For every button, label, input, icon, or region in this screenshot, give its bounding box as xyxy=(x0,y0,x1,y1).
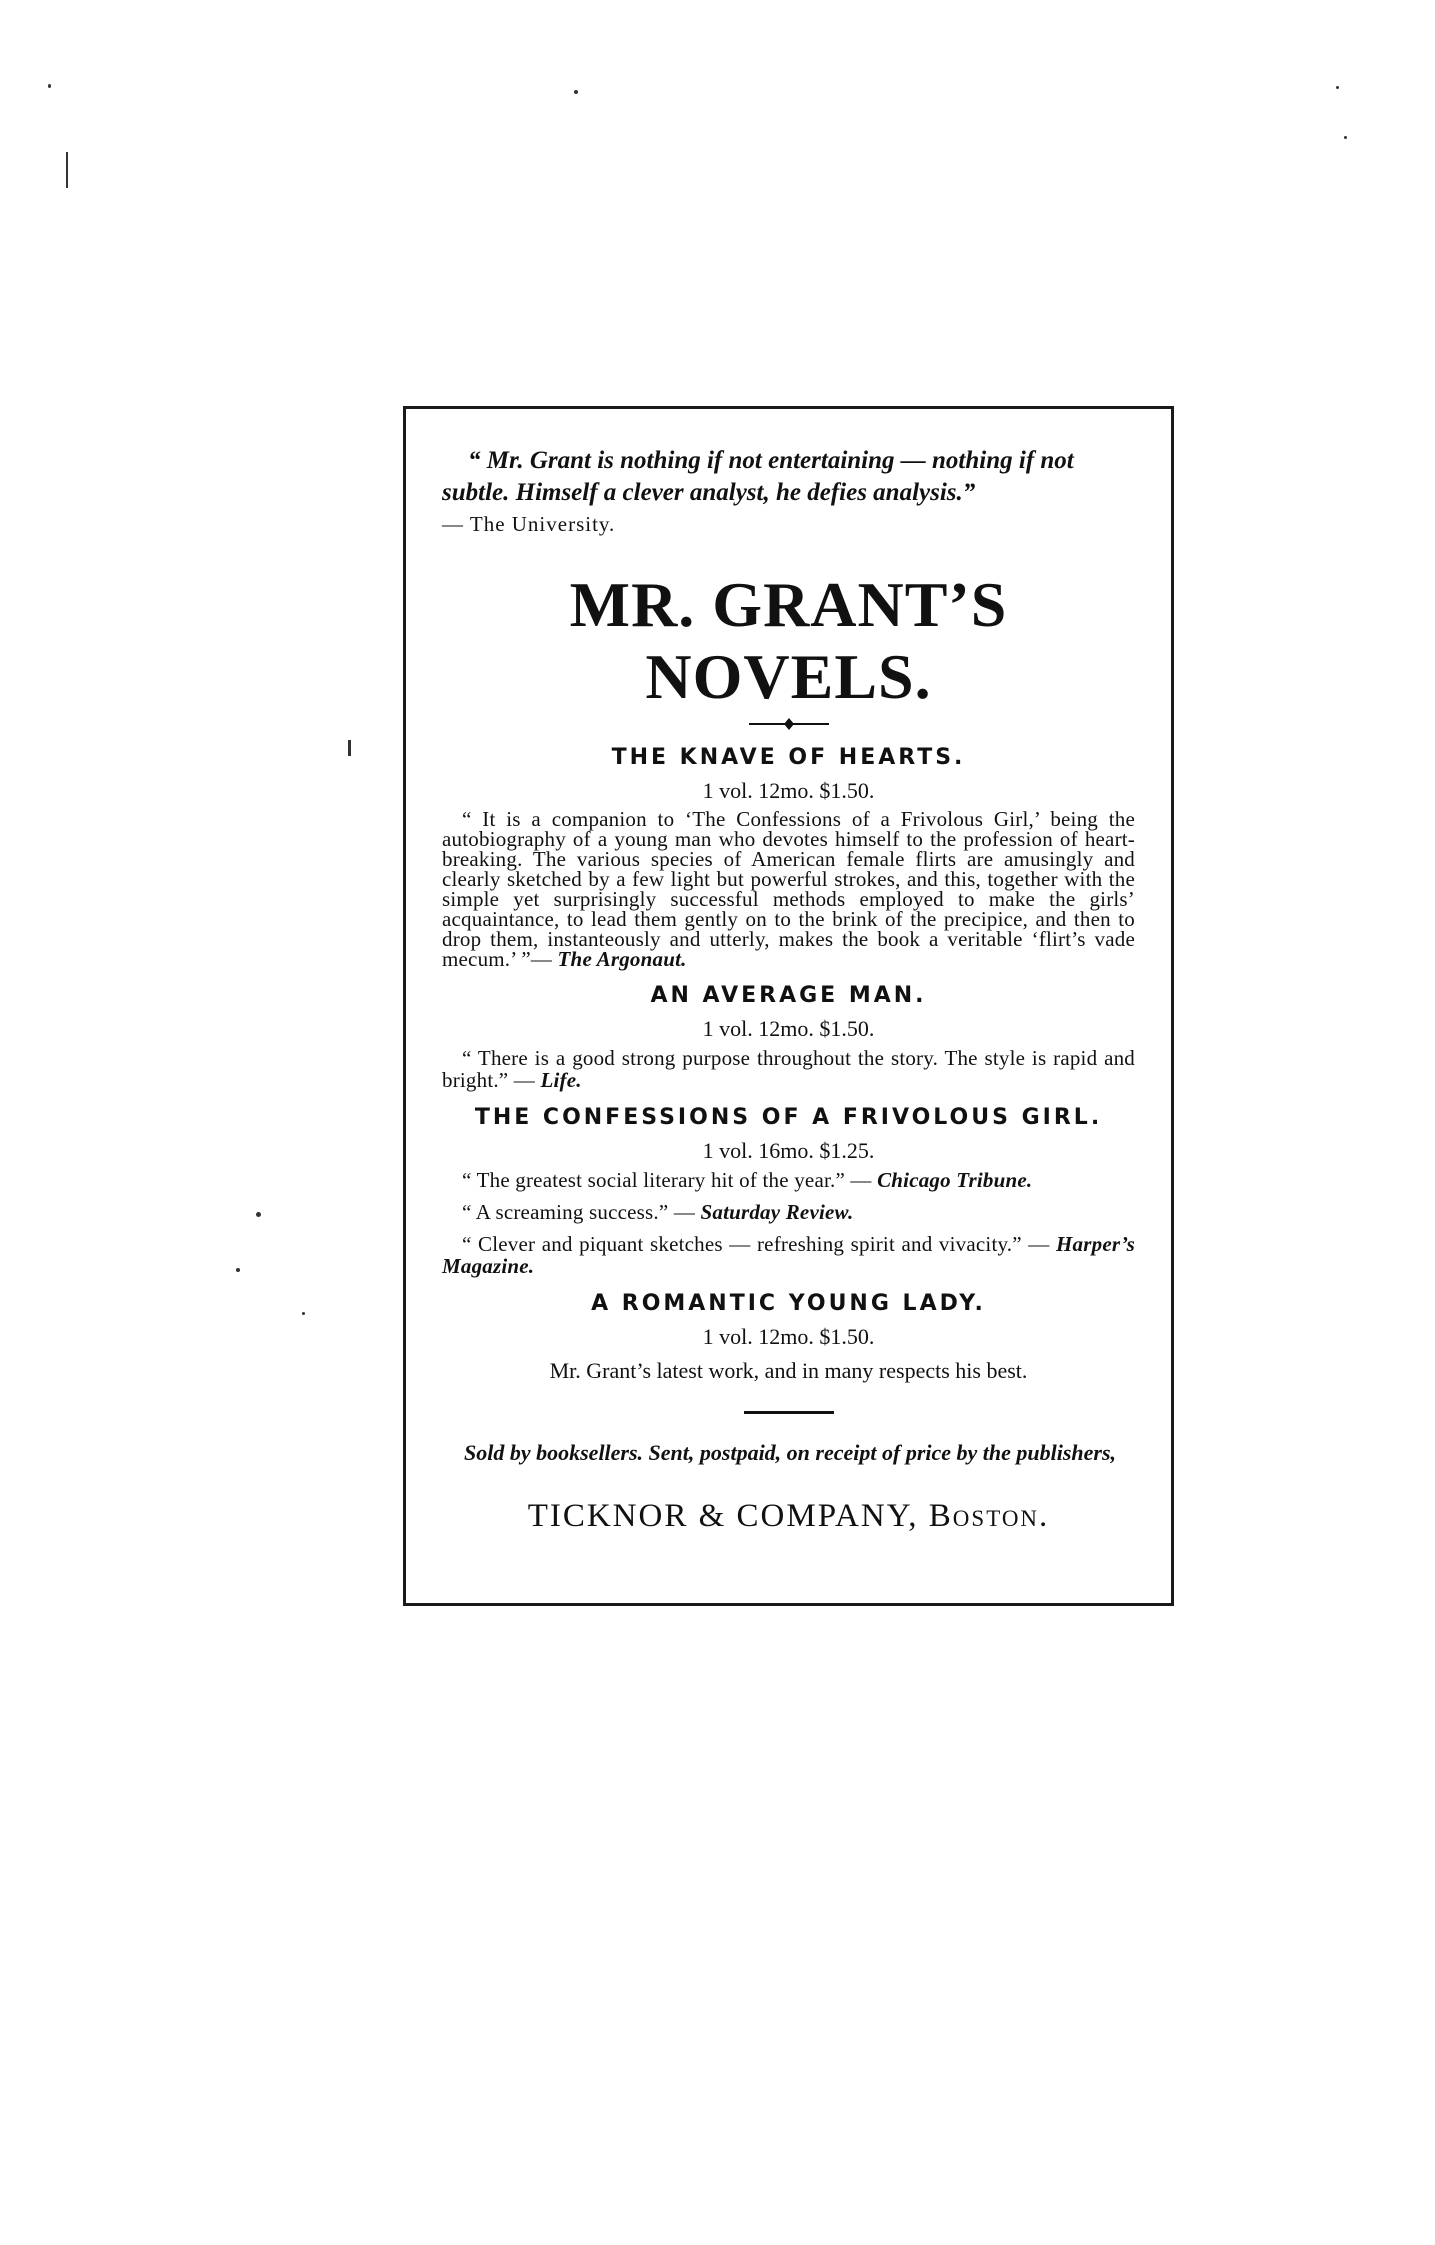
publisher-name: TICKNOR & COMPANY, xyxy=(527,1498,919,1534)
review-source: Chicago Tribune. xyxy=(877,1168,1033,1192)
book-review xyxy=(442,1047,1135,1091)
scan-speck xyxy=(48,84,51,88)
scan-speck xyxy=(1336,86,1339,89)
book-specs: 1 vol. 16mo. $1.25. xyxy=(702,1138,875,1163)
main-heading: MR. GRANT’S NOVELS. xyxy=(569,569,1008,712)
review-source: The Argonaut. xyxy=(557,947,687,971)
sales-notice: Sold by booksellers. Sent, postpaid, on receipt of price by the publishers, xyxy=(464,1440,1117,1465)
book-specs: 1 vol. 12mo. $1.50. xyxy=(702,1324,875,1349)
advertisement-content xyxy=(442,445,1135,1536)
book-specs: 1 vol. 12mo. $1.50. xyxy=(702,778,875,803)
book-review xyxy=(442,1201,1135,1223)
scan-speck xyxy=(574,90,578,94)
book-note: Mr. Grant’s latest work, and in many respects his best. xyxy=(549,1358,1028,1383)
review-text: “ The greatest social literary hit of the year.” — xyxy=(462,1168,872,1192)
review-source: Life. xyxy=(540,1068,582,1092)
review-text: “ A screaming success.” — xyxy=(462,1200,696,1224)
book-title: THE CONFESSIONS OF A FRIVOLOUS GIRL. xyxy=(474,1105,1103,1130)
book-title: A ROMANTIC YOUNG LADY. xyxy=(591,1291,986,1316)
book-title: THE KNAVE OF HEARTS. xyxy=(611,745,966,770)
epigraph-quote: “ Mr. Grant is nothing if not entertaining — nothing if not subtle. Himself a clever analyst, he defies analysis.” xyxy=(442,447,1074,506)
review-text: “ There is a good strong purpose throughout the story. The style is rapid and bright.” — xyxy=(442,1046,1135,1092)
review-source: Saturday Review. xyxy=(700,1200,854,1224)
publisher-line xyxy=(442,1496,1135,1536)
review-text: “ Clever and piquant sketches — refreshing spirit and vivacity.” — xyxy=(462,1232,1050,1256)
scan-speck xyxy=(236,1268,240,1272)
book-title: AN AVERAGE MAN. xyxy=(650,983,927,1008)
book-review xyxy=(442,809,1135,969)
book-review xyxy=(442,1169,1135,1191)
section-rule xyxy=(744,1411,834,1414)
scan-speck xyxy=(256,1212,261,1217)
review-source: Harper’s Magazine. xyxy=(442,1232,1136,1278)
review-text: “ It is a companion to ‘The Confessions of a Frivolous Girl,’ being the autobiography of a young man who devotes himself to the profession of heart-breaking. The various species of American female flirts are amusingly and clearly sketched by a few light but powerful strokes, and this, together with the simple yet surprisingly successful methods employed to make the girls’ acquaintance, to lead them gently on to the brink of the precipice, and then to drop them, instanteously and utterly, makes the book a veritable ‘flirt’s vade mecum.’ ”— xyxy=(442,807,1135,971)
epigraph-attribution: — The University. xyxy=(442,512,616,536)
book-review xyxy=(442,1233,1135,1277)
advertisement-panel xyxy=(403,406,1174,1606)
book-specs: 1 vol. 12mo. $1.50. xyxy=(702,1016,875,1041)
scan-speck xyxy=(1344,136,1347,139)
scan-speck xyxy=(66,152,68,188)
publisher-city: Boston. xyxy=(928,1498,1050,1534)
scan-speck xyxy=(348,740,351,756)
scan-speck xyxy=(302,1312,305,1315)
ornament-divider xyxy=(749,717,829,731)
